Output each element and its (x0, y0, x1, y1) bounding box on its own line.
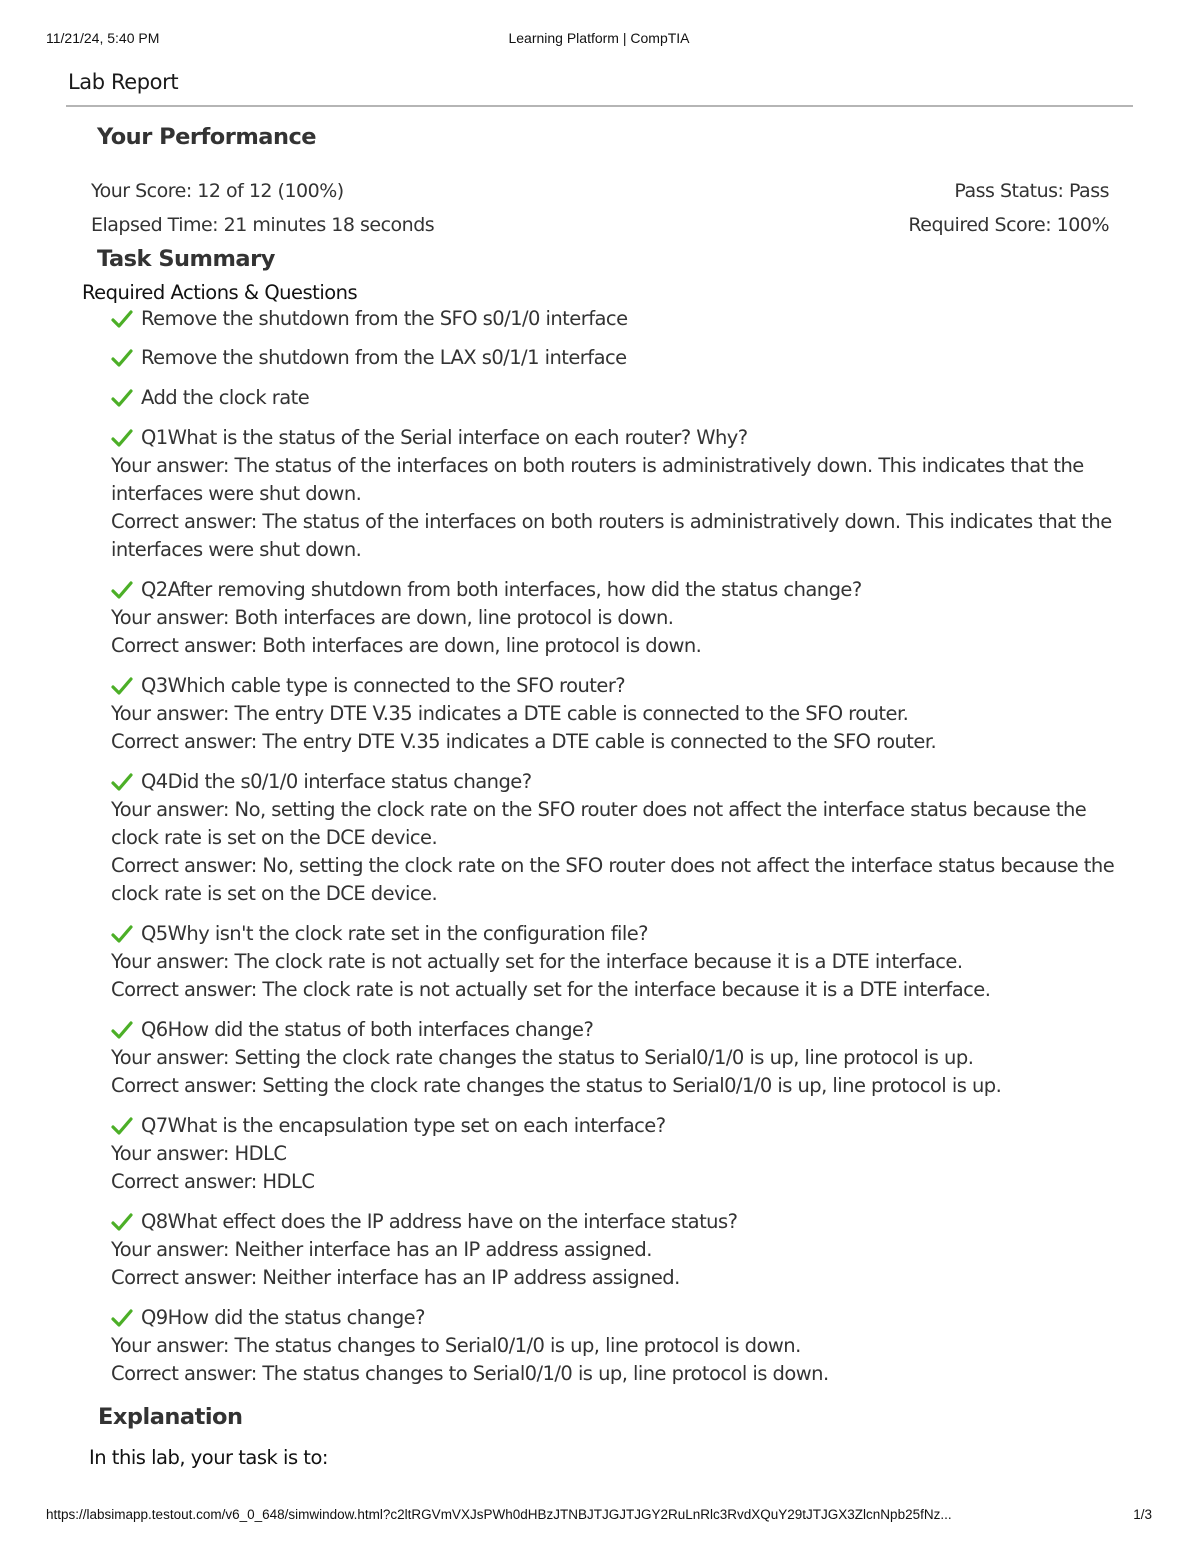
question-item (111, 1304, 1131, 1388)
item-row (111, 1208, 1131, 1236)
correct-answer: Correct answer: The clock rate is not actually set for the interface because it is a DTE interface. (111, 978, 991, 1001)
required-actions-heading: Required Actions & Questions (82, 281, 358, 304)
required-score: Required Score: 100% (908, 214, 1109, 236)
print-footer (46, 1507, 1152, 1527)
question-item (111, 1112, 1131, 1196)
item-text: Remove the shutdown from the LAX s0/1/1 interface (141, 346, 627, 369)
check-icon (111, 773, 133, 791)
question-item (111, 672, 1131, 756)
correct-answer: Correct answer: Both interfaces are down, line protocol is down. (111, 634, 702, 657)
check-icon (111, 925, 133, 943)
check-icon (111, 349, 133, 367)
check-icon (111, 1117, 133, 1135)
your-answer: Your answer: HDLC (111, 1142, 287, 1165)
check-icon (111, 310, 133, 328)
correct-answer: Correct answer: The entry DTE V.35 indicates a DTE cable is connected to the SFO router. (111, 730, 937, 753)
correct-answer: Correct answer: The status of the interfaces on both routers is administratively down. This indicates that the interfaces were shut down. (111, 510, 1112, 561)
task-summary-heading: Task Summary (97, 246, 275, 272)
item-row (111, 424, 1131, 452)
your-answer: Your answer: The status of the interfaces on both routers is administratively down. This indicates that the interfaces were shut down. (111, 454, 1084, 505)
item-text: Q8What effect does the IP address have on the interface status? (141, 1210, 738, 1233)
item-text: Q4Did the s0/1/0 interface status change? (141, 770, 532, 793)
correct-answer: Correct answer: No, setting the clock rate on the SFO router does not affect the interface status because the clock rate is set on the DCE device. (111, 854, 1115, 905)
item-row (111, 672, 1131, 700)
check-icon (111, 581, 133, 599)
elapsed-time: Elapsed Time: 21 minutes 18 seconds (91, 214, 435, 236)
item-text: Q7What is the encapsulation type set on each interface? (141, 1114, 666, 1137)
item-text: Add the clock rate (141, 386, 310, 409)
action-item (111, 344, 1131, 372)
your-answer: Your answer: The status changes to Serial0/1/0 is up, line protocol is down. (111, 1334, 801, 1357)
check-icon (111, 677, 133, 695)
question-item (111, 424, 1131, 564)
your-answer: Your answer: Both interfaces are down, line protocol is down. (111, 606, 674, 629)
explanation-intro: In this lab, your task is to: (89, 1446, 328, 1469)
pass-status: Pass Status: Pass (954, 180, 1109, 202)
check-icon (111, 1213, 133, 1231)
item-text: Q1What is the status of the Serial interface on each router? Why? (141, 426, 748, 449)
correct-answer: Correct answer: Setting the clock rate changes the status to Serial0/1/0 is up, line protocol is up. (111, 1074, 1002, 1097)
your-answer: Your answer: Setting the clock rate changes the status to Serial0/1/0 is up, line protocol is up. (111, 1046, 974, 1069)
action-item (111, 305, 1131, 333)
item-row (111, 1304, 1131, 1332)
check-icon (111, 1309, 133, 1327)
item-row (111, 768, 1131, 796)
item-text: Remove the shutdown from the SFO s0/1/0 interface (141, 307, 628, 330)
item-row (111, 384, 1131, 412)
question-item (111, 1208, 1131, 1292)
check-icon (111, 1021, 133, 1039)
print-url: https://labsimapp.testout.com/v6_0_648/simwindow.html?c2ltRGVmVXJsPWh0dHBzJTNBJTJGJTJGY2RuLnRlc3RvdXQuY29tJTJGX3ZlcnNpb25fNz... (46, 1507, 952, 1522)
your-answer: Your answer: No, setting the clock rate on the SFO router does not affect the interface status because the clock rate is set on the DCE device. (111, 798, 1087, 849)
print-page-title: Learning Platform | CompTIA (508, 30, 690, 46)
lab-report-title: Lab Report (68, 70, 179, 94)
item-text: Q3Which cable type is connected to the SFO router? (141, 674, 626, 697)
correct-answer: Correct answer: HDLC (111, 1170, 315, 1193)
question-item (111, 1016, 1131, 1100)
question-item (111, 768, 1131, 908)
your-answer: Your answer: The entry DTE V.35 indicates a DTE cable is connected to the SFO router. (111, 702, 909, 725)
item-text: Q6How did the status of both interfaces change? (141, 1018, 594, 1041)
item-row (111, 1112, 1131, 1140)
question-item (111, 576, 1131, 660)
check-icon (111, 429, 133, 447)
explanation-heading: Explanation (98, 1404, 243, 1430)
item-text: Q5Why isn't the clock rate set in the configuration file? (141, 922, 648, 945)
your-answer: Your answer: The clock rate is not actually set for the interface because it is a DTE interface. (111, 950, 963, 973)
title-divider (66, 105, 1133, 107)
correct-answer: Correct answer: Neither interface has an IP address assigned. (111, 1266, 680, 1289)
performance-heading: Your Performance (97, 124, 317, 150)
page-indicator: 1/3 (1133, 1507, 1152, 1522)
correct-answer: Correct answer: The status changes to Serial0/1/0 is up, line protocol is down. (111, 1362, 829, 1385)
item-row (111, 576, 1131, 604)
print-header (46, 30, 1152, 50)
item-row (111, 1016, 1131, 1044)
print-datetime: 11/21/24, 5:40 PM (46, 30, 160, 46)
your-answer: Your answer: Neither interface has an IP address assigned. (111, 1238, 652, 1261)
item-row (111, 344, 1131, 372)
score-value: Your Score: 12 of 12 (100%) (91, 180, 344, 202)
question-item (111, 920, 1131, 1004)
item-text: Q9How did the status change? (141, 1306, 425, 1329)
item-row (111, 920, 1131, 948)
task-list (111, 305, 1131, 1400)
action-item (111, 384, 1131, 412)
item-row (111, 305, 1131, 333)
item-text: Q2After removing shutdown from both interfaces, how did the status change? (141, 578, 862, 601)
check-icon (111, 389, 133, 407)
